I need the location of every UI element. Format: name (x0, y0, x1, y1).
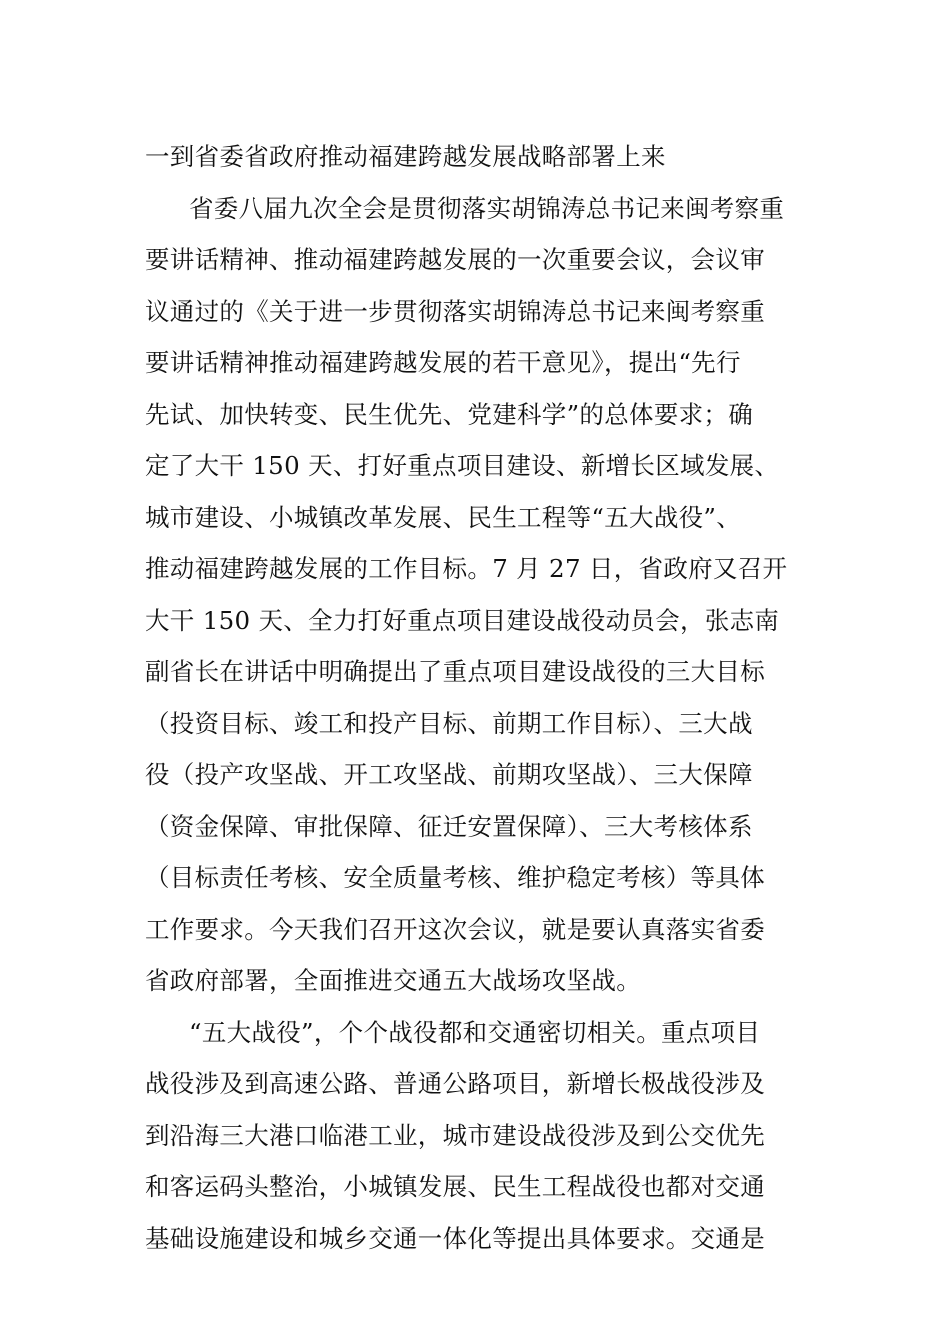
text-line: 定了大干 150 天、打好重点项目建设、新增长区域发展、 (145, 451, 780, 480)
text-line: （目标责任考核、安全质量考核、维护稳定考核）等具体 (145, 863, 765, 892)
text-line: 城市建设、小城镇改革发展、民生工程等“五大战役”、 (145, 502, 742, 532)
text-line: （投资目标、竣工和投产目标、前期工作目标）、三大战 (145, 708, 753, 738)
text-line: 大干 150 天、全力打好重点项目建设战役动员会，张志南 (145, 605, 780, 635)
text-line: 到沿海三大港口临港工业，城市建设战役涉及到公交优先 (145, 1120, 765, 1150)
paragraph-first-line: 省委八届九次全会是贯彻落实胡锦涛总书记来闽考察重 (189, 193, 785, 223)
text-line: 基础设施建设和城乡交通一体化等提出具体要求。交通是 (145, 1223, 765, 1253)
text-line: 推动福建跨越发展的工作目标。7 月 27 日，省政府又召开 (145, 554, 788, 583)
text-line: 先试、加快转变、民生优先、党建科学”的总体要求；确 (145, 399, 754, 429)
text-line: 工作要求。今天我们召开这次会议，就是要认真落实省委 (145, 914, 765, 944)
text-line: 议通过的《关于进一步贯彻落实胡锦涛总书记来闽考察重 (145, 296, 765, 326)
text-line: 副省长在讲话中明确提出了重点项目建设战役的三大目标 (145, 657, 765, 686)
text-line: 役（投产攻坚战、开工攻坚战、前期攻坚战）、三大保障 (145, 760, 753, 789)
text-line: 要讲话精神推动福建跨越发展的若干意见》，提出“先行 (145, 348, 741, 377)
text-line: 一到省委省政府推动福建跨越发展战略部署上来 (145, 142, 666, 171)
body-text (145, 131, 825, 1264)
text-line: 省政府部署，全面推进交通五大战场攻坚战。 (145, 966, 641, 995)
text-line: （资金保障、审批保障、征迁安置保障）、三大考核体系 (145, 811, 753, 841)
paragraph-first-line: “五大战役”，个个战役都和交通密切相关。重点项目 (189, 1017, 761, 1047)
text-line: 战役涉及到高速公路、普通公路项目，新增长极战役涉及 (145, 1069, 765, 1098)
text-line: 要讲话精神、推动福建跨越发展的一次重要会议，会议审 (145, 245, 765, 274)
text-line: 和客运码头整治，小城镇发展、民生工程战役也都对交通 (145, 1172, 765, 1201)
